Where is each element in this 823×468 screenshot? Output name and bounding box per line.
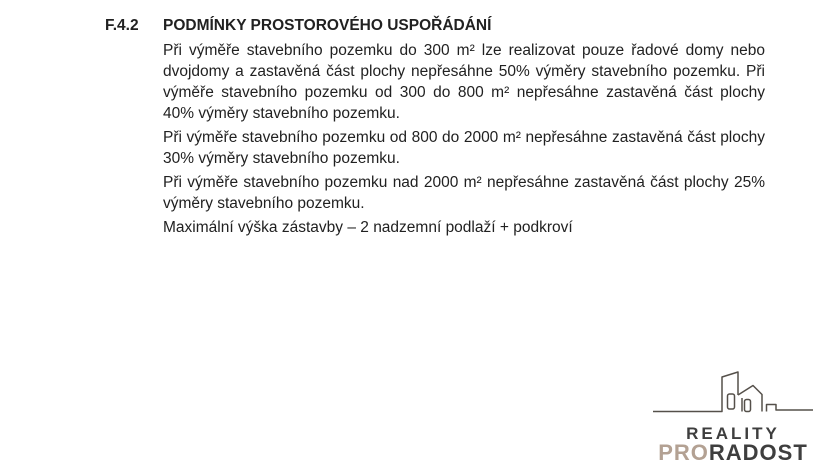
section-heading [105, 16, 491, 35]
section-title: PODMÍNKY PROSTOROVÉHO USPOŘÁDÁNÍ [163, 17, 492, 34]
paragraph-building-coverage-300: Při výměře stavebního pozemku do 300 m² lze realizovat pouze řadové domy nebo dvojdomy a zastavěná část plochy nepřesáhne 50% výměry stavebního pozemku. Při výměře stavebního pozemku od 300 do 800 m² nepřesáhne zastavěná část plochy 40% výměry stavebního pozemku. [163, 42, 765, 122]
logo-word-pro: PRO [658, 440, 709, 465]
logo-word-reality: REALITY [686, 424, 780, 443]
section-number: F.4.2 [105, 17, 139, 34]
reality-proradost-logo [653, 368, 813, 463]
paragraph-building-coverage-over-2000: Při výměře stavebního pozemku nad 2000 m² nepřesáhne zastavěná část plochy 25% výměry stavebního pozemku. [163, 174, 765, 212]
logo-word-radost: RADOST [708, 440, 808, 465]
logo-word-proradost [653, 440, 813, 465]
paragraph-max-height: Maximální výška zástavby – 2 nadzemní podlaží + podkroví [163, 219, 573, 236]
section-body [163, 40, 765, 241]
buildings-skyline-icon [653, 368, 813, 418]
paragraph-building-coverage-800-2000: Při výměře stavebního pozemku od 800 do 2000 m² nepřesáhne zastavěná část plochy 30% výměry stavebního pozemku. [163, 129, 765, 167]
